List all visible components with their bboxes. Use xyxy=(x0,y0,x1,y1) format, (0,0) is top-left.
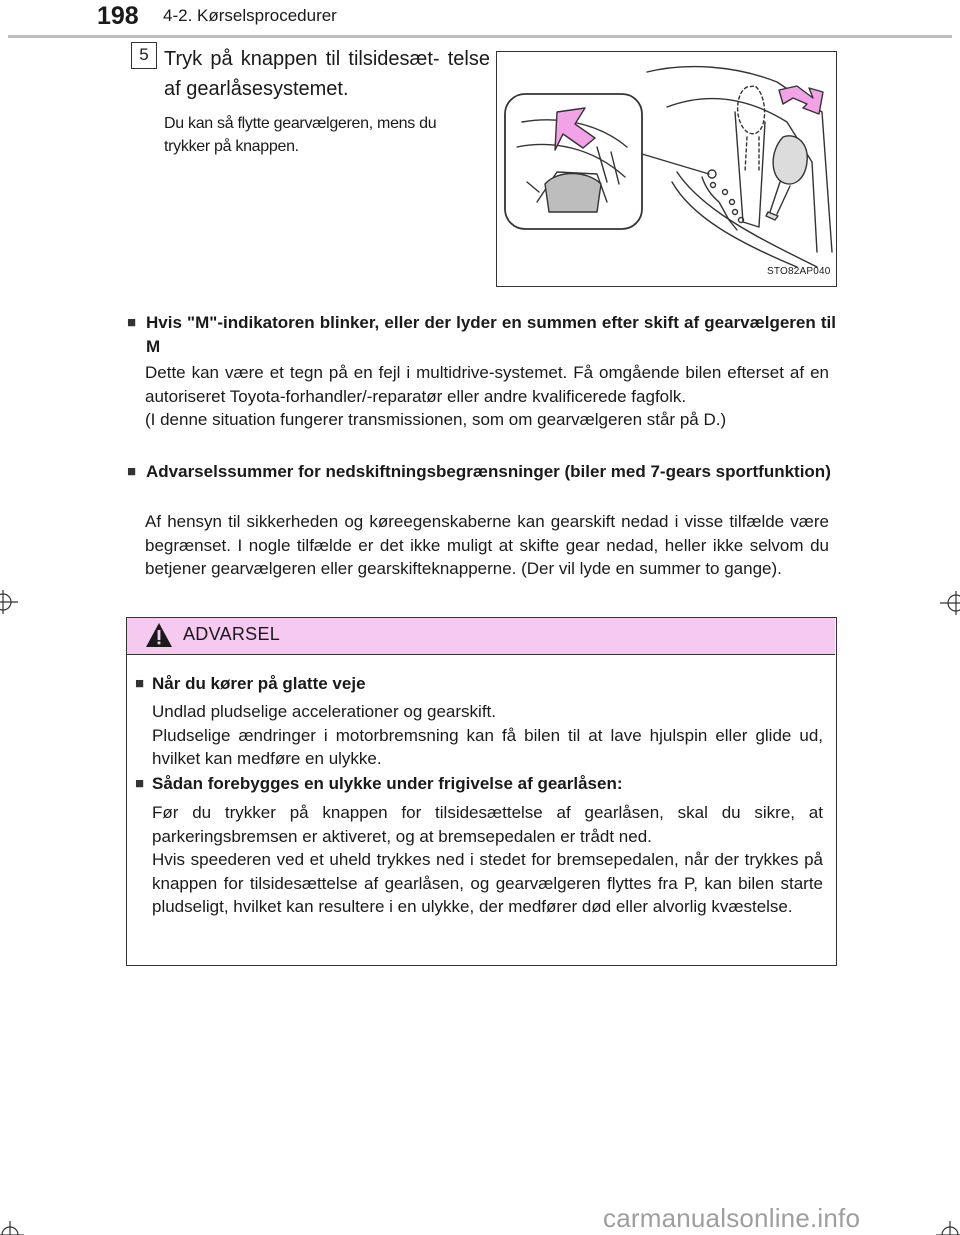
warning-item-heading-slippery-roads xyxy=(135,672,825,696)
square-bullet-icon: ■ xyxy=(135,775,145,792)
gear-selector-drawing xyxy=(497,52,836,286)
step-title: Tryk på knappen til tilsidesæt- telse af gearlåsesystemet. xyxy=(164,48,490,100)
step-number-badge: 5 xyxy=(131,42,157,69)
square-bullet-icon: ■ xyxy=(135,675,145,692)
crop-mark-icon xyxy=(0,1205,30,1235)
figure-code: STO82AP040 xyxy=(767,266,831,277)
warning-item-body-shift-lock-release xyxy=(152,801,823,919)
warning-item-heading-text: Sådan forebygges en ulykke under frigivelse af gearlåsen: xyxy=(152,774,623,793)
shift-lock-illustration xyxy=(496,51,837,287)
warning-title: ADVARSEL xyxy=(183,624,281,644)
warning-item-heading-shift-lock-release xyxy=(135,772,825,796)
chapter-title: 4-2. Kørselsprocedurer xyxy=(163,6,337,25)
paragraph: (I denne situation fungerer transmissionen, som om gearvælgeren står på D.) xyxy=(145,410,727,429)
section-heading-text: Hvis "M"-indikatoren blinker, eller der lyder en summen efter skift af gearvælgeren til M xyxy=(146,313,836,356)
section-heading-m-indicator xyxy=(127,311,836,359)
warning-item-heading-text: Når du kører på glatte veje xyxy=(152,674,366,693)
paragraph: Undlad pludselige accelerationer og gearskift. xyxy=(152,702,496,721)
paragraph: Pludselige ændringer i motorbremsning kan få bilen til at lave hjulspin eller glide ud, hvilket kan medføre en ulykke. xyxy=(152,725,823,768)
crop-mark-icon xyxy=(0,587,20,617)
square-bullet-icon: ■ xyxy=(127,314,137,331)
step-note: Du kan så flytte gearvælgeren, mens du trykker på knappen. xyxy=(164,115,437,155)
square-bullet-icon: ■ xyxy=(127,463,137,480)
warning-item-body-slippery-roads xyxy=(152,700,823,771)
page-number: 198 xyxy=(97,2,139,30)
paragraph: Af hensyn til sikkerheden og køreegenskaberne kan gearskift nedad i visse tilfælde være begrænset. I nogle tilfælde er det ikke muligt at skifte gear nedad, heller ikke selvom du betjener gearvælgeren eller gearskifteknapperne. (Der vil lyde en summer to gange). xyxy=(145,512,829,578)
crop-mark-icon xyxy=(930,1205,960,1235)
paragraph: Dette kan være et tegn på en fejl i multidrive-systemet. Få omgående bilen efterset af en autoriseret Toyota-forhandler/-reparatør eller andre kvalificerede fagfolk. xyxy=(145,363,829,406)
header-divider xyxy=(8,35,952,38)
warning-triangle-icon xyxy=(144,621,174,649)
paragraph: Hvis speederen ved et uheld trykkes ned i stedet for bremsepedalen, når der trykkes på knappen for tilsidesættelse af gearlåsen, og gearvælgeren flyttes fra P, kan bilen starte pludseligt, hvilket kan resultere i en ulykke, der medfører død eller alvorlig kvæstelse. xyxy=(152,850,823,916)
watermark: carmanualsonline.info xyxy=(603,1203,861,1233)
section-body-m-indicator xyxy=(145,361,829,432)
section-body-downshift-buzzer xyxy=(145,510,829,581)
paragraph: Før du trykker på knappen for tilsidesættelse af gearlåsen, skal du sikre, at parkeringsbremsen er aktiveret, og at bremsepedalen er trådt ned. xyxy=(152,803,823,846)
section-heading-text: Advarselssummer for nedskiftningsbegrænsninger (biler med 7-gears sportfunktion) xyxy=(146,462,831,481)
section-heading-downshift-buzzer xyxy=(127,460,836,484)
crop-mark-icon xyxy=(938,588,960,618)
